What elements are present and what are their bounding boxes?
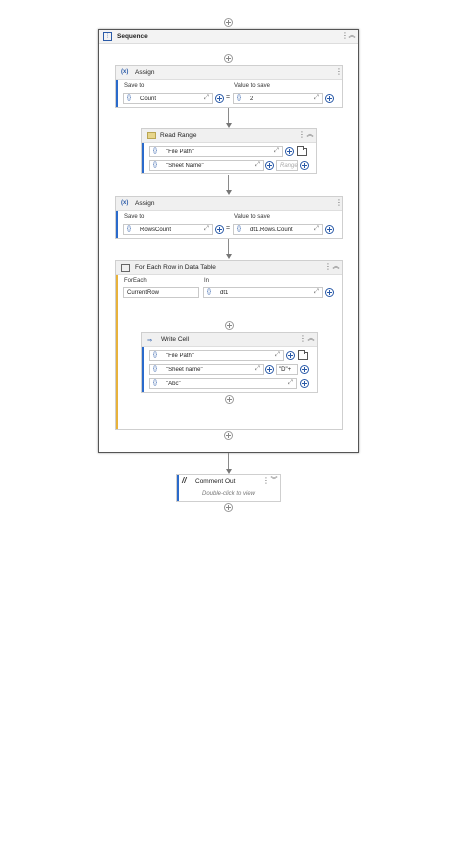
value-to-save-value: 2 [250, 95, 254, 102]
equals-sign: = [226, 225, 231, 232]
add-variable-icon[interactable] [325, 225, 334, 234]
equals-sign: = [226, 94, 231, 101]
save-to-label: Save to [124, 214, 145, 220]
add-activity-1[interactable] [224, 54, 233, 63]
save-to-value: Count [140, 95, 157, 102]
add-variable-icon[interactable] [265, 161, 274, 170]
browse-folder-icon[interactable] [298, 352, 308, 360]
add-variable-icon[interactable] [285, 147, 294, 156]
value-value: "Abc" [166, 380, 181, 387]
sequence-header[interactable] [99, 30, 358, 44]
read-range-title: Read Range [160, 132, 197, 139]
expression-icon: {} [207, 289, 212, 295]
connector-arrow [226, 254, 232, 259]
in-label: In [204, 278, 210, 284]
data-table-icon [121, 264, 130, 272]
cell-value: "D"+ [279, 366, 292, 373]
comment-out-hint: Double-click to view [201, 491, 256, 497]
expression-icon: {} [237, 95, 242, 101]
add-variable-icon[interactable] [265, 365, 274, 374]
assign-title: Assign [135, 69, 155, 76]
assign-icon: (x) [121, 200, 129, 206]
expression-icon: {} [153, 380, 158, 386]
for-each-menu-icon[interactable]: ⋮ [324, 262, 332, 271]
add-activity-after-write[interactable] [225, 395, 234, 404]
connector-line [228, 239, 229, 255]
sheet-name-value: "Sheet name" [166, 366, 203, 373]
assign-header [116, 66, 342, 80]
add-variable-icon[interactable] [215, 94, 224, 103]
expression-icon: {} [153, 162, 158, 168]
add-variable-icon[interactable] [215, 225, 224, 234]
browse-folder-icon[interactable] [297, 148, 307, 156]
sequence-menu-icon[interactable]: ⋮ [341, 31, 349, 40]
assign-activity-1[interactable] [115, 65, 343, 108]
file-path-value: "File Path" [166, 352, 194, 359]
cell-field[interactable] [276, 364, 298, 375]
value-field[interactable] [149, 378, 297, 389]
assign-activity-2[interactable] [115, 196, 343, 239]
expand-editor-icon[interactable]: ⤢ [203, 225, 209, 232]
write-cell-icon: ⇒ [147, 338, 153, 344]
assign-menu-icon[interactable]: ⋮ [335, 67, 343, 76]
file-path-field[interactable] [149, 146, 283, 157]
sequence-icon: ⋮ [104, 33, 111, 39]
file-path-field[interactable] [149, 350, 284, 361]
comment-icon: // [182, 476, 187, 485]
assign-title: Assign [135, 200, 155, 207]
expression-icon: {} [127, 95, 132, 101]
add-activity-top[interactable] [224, 18, 233, 27]
read-range-header [142, 129, 316, 143]
value-to-save-field[interactable] [233, 224, 323, 235]
write-cell-activity[interactable] [141, 332, 318, 393]
assign-header [116, 197, 342, 211]
expression-icon: {} [153, 148, 158, 154]
expand-editor-icon[interactable]: ⤢ [313, 225, 319, 232]
expand-editor-icon[interactable]: ⤢ [254, 161, 260, 168]
value-to-save-label: Value to save [234, 83, 270, 89]
comment-out-header [177, 475, 280, 488]
expand-editor-icon[interactable]: ⤢ [203, 94, 209, 101]
in-value: dt1 [220, 289, 229, 296]
expand-editor-icon[interactable]: ⤢ [313, 288, 319, 295]
comment-out-activity[interactable] [176, 474, 281, 502]
add-variable-icon[interactable] [325, 288, 334, 297]
in-field[interactable] [203, 287, 323, 298]
add-variable-icon[interactable] [325, 94, 334, 103]
sequence-title: Sequence [117, 33, 148, 40]
foreach-variable-field[interactable] [123, 287, 199, 298]
read-range-activity[interactable] [141, 128, 317, 174]
sheet-name-value: "Sheet Name" [166, 162, 204, 169]
assign-menu-icon[interactable]: ⋮ [335, 198, 343, 207]
save-to-field[interactable] [123, 93, 213, 104]
connector-line [228, 175, 229, 191]
foreach-accent [116, 261, 118, 429]
assign-icon: (x) [121, 69, 129, 75]
add-variable-icon[interactable] [300, 365, 309, 374]
comment-out-title: Comment Out [195, 478, 236, 485]
add-variable-icon[interactable] [300, 161, 309, 170]
value-to-save-field[interactable] [233, 93, 323, 104]
value-to-save-label: Value to save [234, 214, 270, 220]
write-cell-header [142, 333, 317, 347]
add-activity-body[interactable] [225, 321, 234, 330]
add-variable-icon[interactable] [300, 379, 309, 388]
connector-line [228, 108, 229, 124]
range-placeholder: Range [280, 162, 298, 169]
excel-icon [147, 132, 156, 139]
for-each-header [116, 261, 342, 275]
for-each-row-activity[interactable] [115, 260, 343, 430]
sequence-collapse-icon[interactable]: ︽ [348, 32, 356, 39]
read-range-collapse-icon[interactable]: ︽ [306, 131, 314, 138]
for-each-collapse-icon[interactable]: ︽ [332, 263, 340, 270]
expand-editor-icon[interactable]: ⤢ [254, 365, 260, 372]
comment-out-menu-icon[interactable]: ⋮ [262, 476, 270, 485]
add-variable-icon[interactable] [286, 351, 295, 360]
connector-line [228, 453, 229, 470]
for-each-title: For Each Row in Data Table [135, 264, 216, 271]
save-to-value: RowsCount [140, 226, 172, 233]
save-to-label: Save to [124, 83, 145, 89]
expression-icon: {} [237, 226, 242, 232]
expand-editor-icon[interactable]: ⤢ [273, 147, 279, 154]
save-to-field[interactable] [123, 224, 213, 235]
add-activity-end-sequence[interactable] [224, 431, 233, 440]
write-cell-menu-icon[interactable]: ⋮ [299, 334, 307, 343]
read-range-menu-icon[interactable]: ⋮ [298, 130, 306, 139]
range-field[interactable] [276, 160, 298, 171]
write-cell-collapse-icon[interactable]: ︽ [307, 335, 315, 342]
expand-editor-icon[interactable]: ⤢ [287, 379, 293, 386]
connector-arrow [226, 190, 232, 195]
expression-icon: {} [153, 366, 158, 372]
foreach-variable-value: CurrentRow [127, 289, 160, 296]
sheet-name-field[interactable] [149, 364, 264, 375]
value-to-save-value: dt1.Rows.Count [250, 226, 293, 233]
foreach-label: ForEach [124, 278, 147, 284]
add-activity-bottom[interactable] [224, 503, 233, 512]
sheet-name-field[interactable] [149, 160, 264, 171]
expand-editor-icon[interactable]: ⤢ [274, 351, 280, 358]
file-path-value: "File Path" [166, 148, 194, 155]
expand-editor-icon[interactable]: ⤢ [313, 94, 319, 101]
write-cell-title: Write Cell [161, 336, 190, 343]
expression-icon: {} [127, 226, 132, 232]
expression-icon: {} [153, 352, 158, 358]
comment-out-expand-icon[interactable]: ︾ [270, 477, 278, 484]
